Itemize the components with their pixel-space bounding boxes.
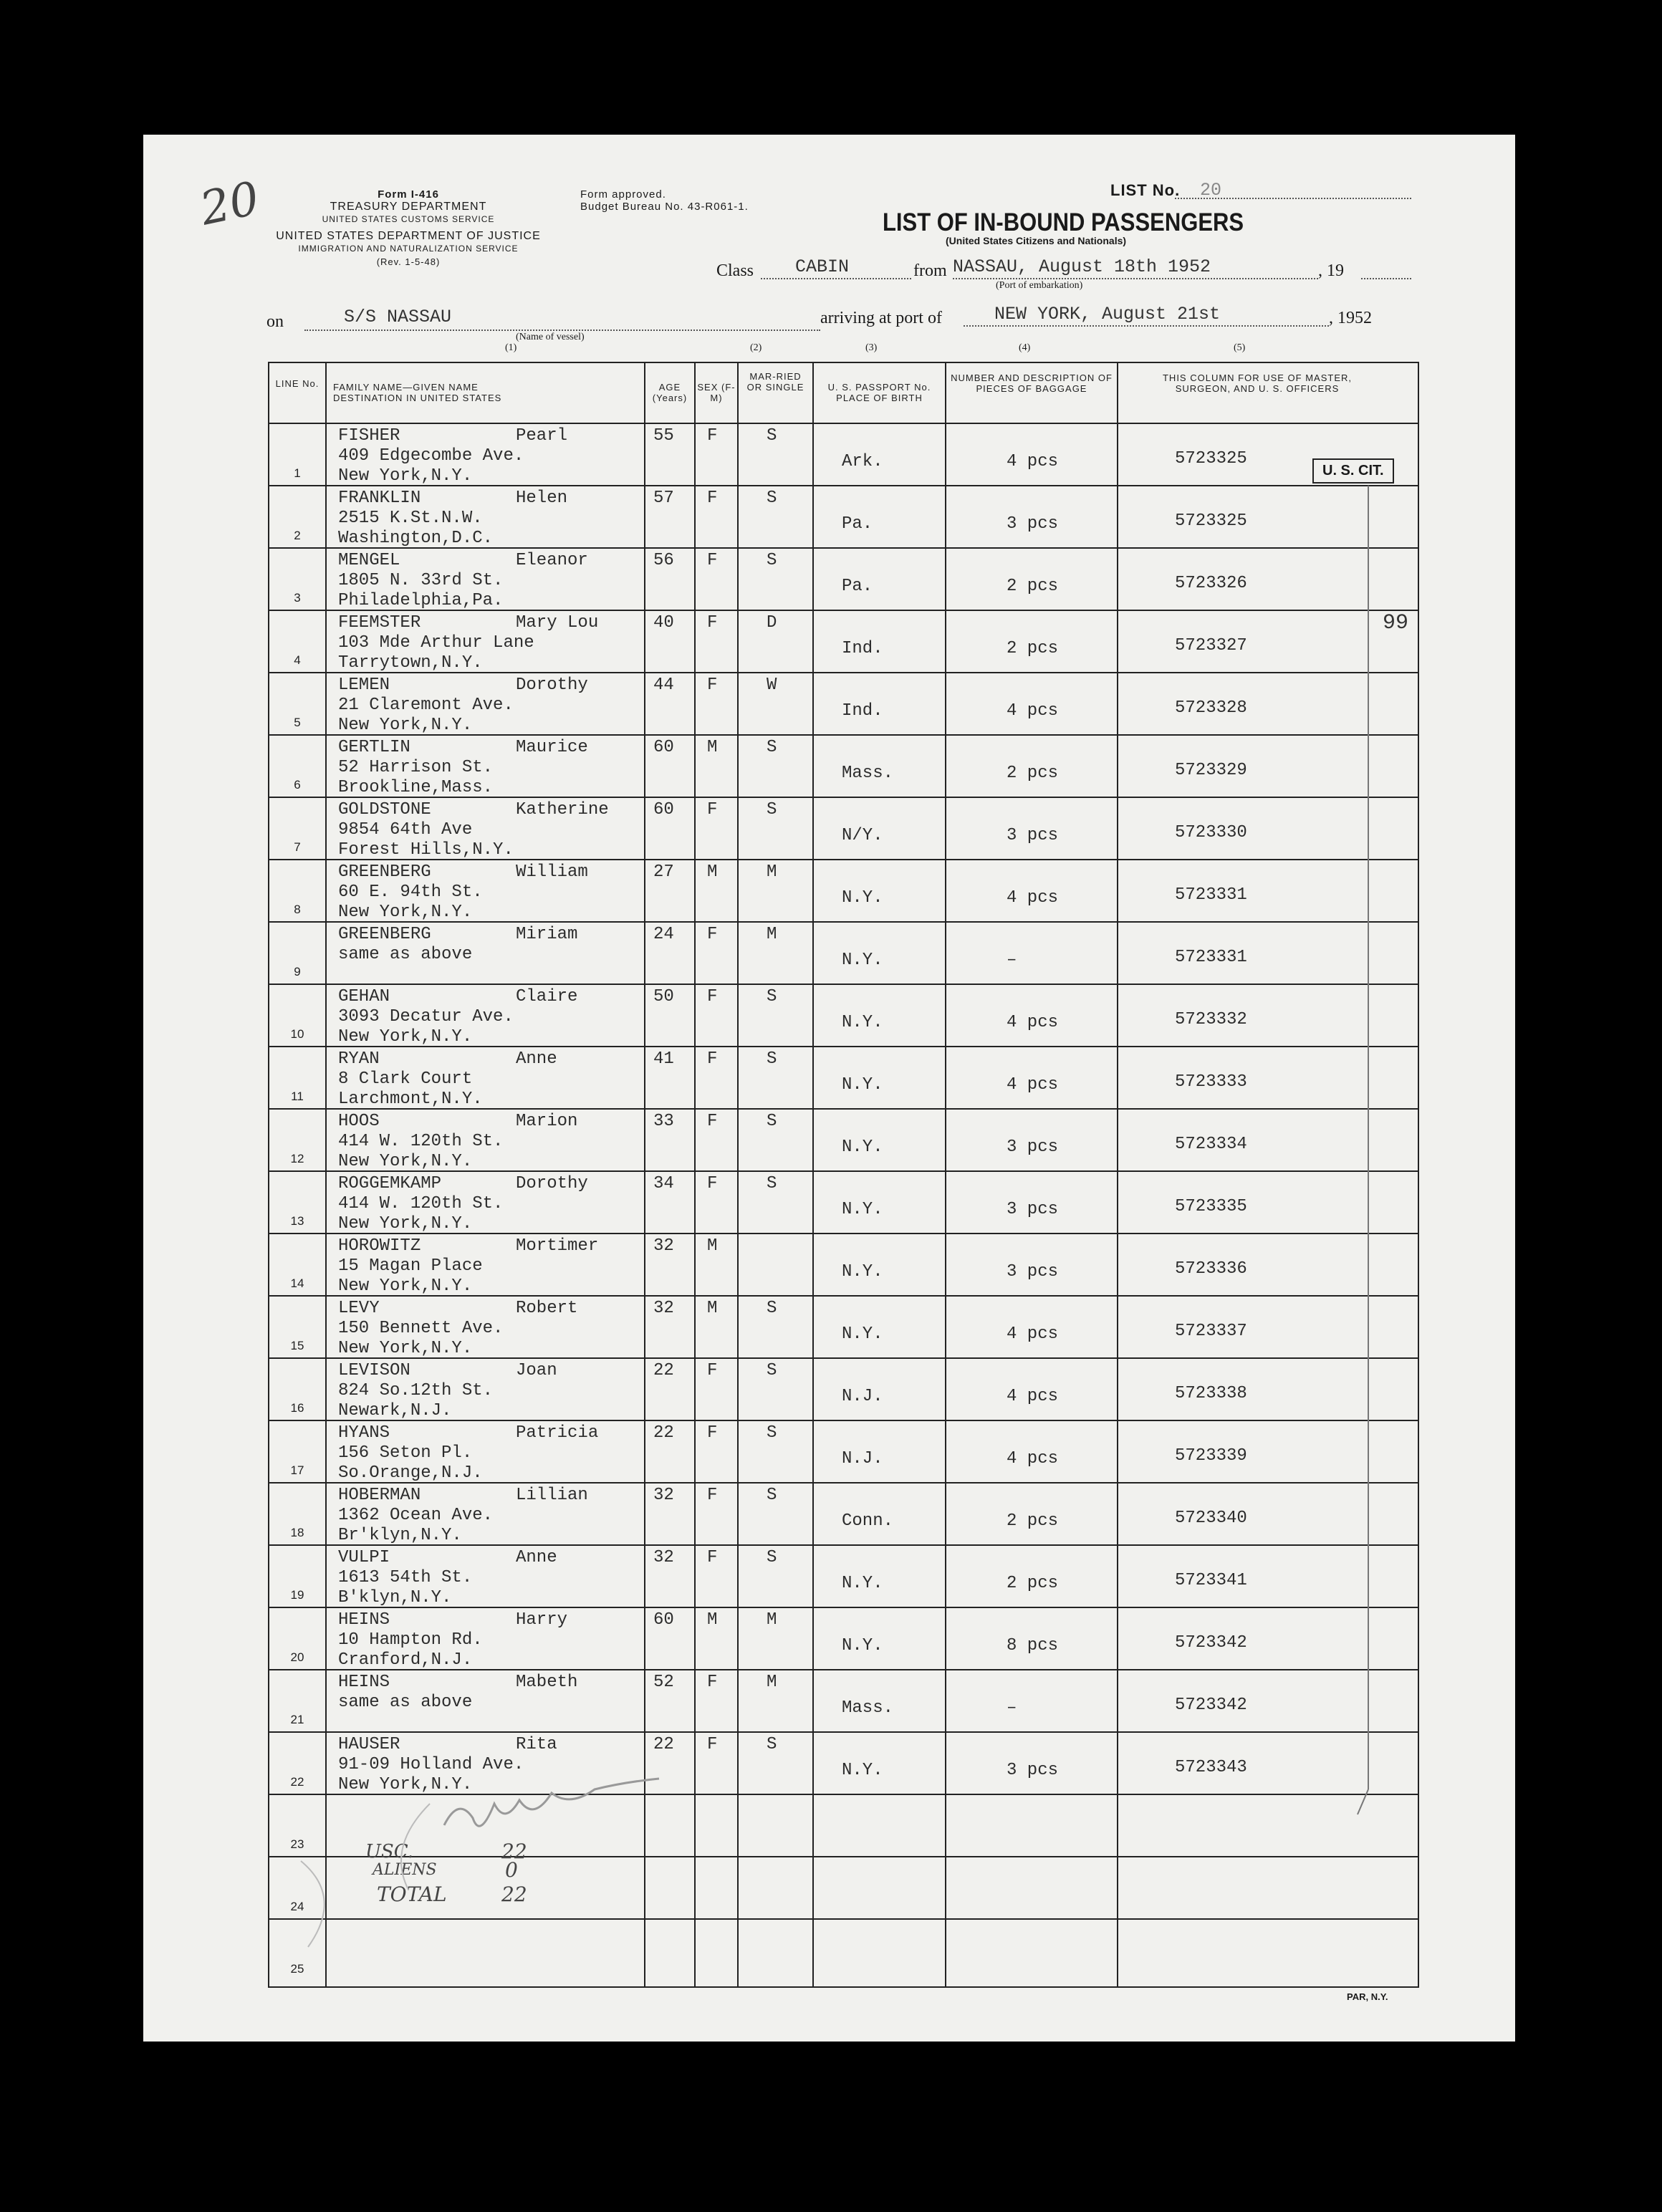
passenger-city: New York,N.Y. xyxy=(338,1276,473,1296)
line-number: 9 xyxy=(294,965,301,978)
passenger-baggage: 2 pcs xyxy=(1007,764,1059,783)
passenger-number: 5723342 xyxy=(1175,1633,1247,1653)
passenger-given-name: Mabeth xyxy=(516,1673,578,1692)
passenger-number: 5723336 xyxy=(1175,1259,1247,1279)
passenger-given-name: Pearl xyxy=(516,426,568,446)
passenger-age: 32 xyxy=(653,1236,674,1256)
passenger-baggage: 4 pcs xyxy=(1007,1075,1059,1095)
passenger-age: 32 xyxy=(653,1548,674,1567)
passenger-baggage: 3 pcs xyxy=(1007,826,1059,845)
passenger-sex: F xyxy=(707,1361,718,1380)
passenger-age: 41 xyxy=(653,1049,674,1069)
passenger-baggage: 4 pcs xyxy=(1007,1324,1059,1344)
passenger-given-name: Claire xyxy=(516,987,578,1006)
passenger-baggage: 3 pcs xyxy=(1007,1262,1059,1281)
passenger-sex: F xyxy=(707,1486,718,1505)
passenger-city: Washington,D.C. xyxy=(338,529,494,548)
passenger-status: S xyxy=(767,1112,777,1131)
passenger-number: 5723334 xyxy=(1175,1135,1247,1154)
passenger-status: S xyxy=(767,1361,777,1380)
passenger-given-name: Robert xyxy=(516,1299,578,1318)
passenger-birthplace: Mass. xyxy=(842,764,894,783)
total-count: 22 xyxy=(501,1882,527,1906)
passenger-birthplace: N.Y. xyxy=(842,1574,883,1593)
form-revision: (Rev. 1-5-48) xyxy=(376,256,441,267)
passenger-surname: GREENBERG xyxy=(338,862,431,882)
passenger-baggage: 4 pcs xyxy=(1007,888,1059,908)
passenger-address: same as above xyxy=(338,945,473,964)
passenger-birthplace: N.Y. xyxy=(842,1200,883,1219)
passenger-baggage: 2 pcs xyxy=(1007,1511,1059,1531)
passenger-number: 5723338 xyxy=(1175,1384,1247,1403)
passenger-number: 5723337 xyxy=(1175,1322,1247,1341)
col-header-sex: SEX (F-M) xyxy=(697,382,736,403)
passenger-age: 22 xyxy=(653,1735,674,1754)
passenger-given-name: William xyxy=(516,862,588,882)
passenger-address: 3093 Decatur Ave. xyxy=(338,1007,514,1026)
line-number: 19 xyxy=(290,1588,304,1602)
form-approved: Form approved. xyxy=(580,188,666,201)
passenger-address: 9854 64th Ave xyxy=(338,820,473,840)
passenger-surname: HOOS xyxy=(338,1112,380,1131)
passenger-surname: LEVY xyxy=(338,1299,380,1318)
passenger-birthplace: Ark. xyxy=(842,452,883,471)
passenger-surname: HOBERMAN xyxy=(338,1486,421,1505)
passenger-city: Philadelphia,Pa. xyxy=(338,591,504,610)
line-number: 18 xyxy=(290,1526,304,1539)
passenger-age: 22 xyxy=(653,1361,674,1380)
passenger-given-name: Katherine xyxy=(516,800,609,819)
col-header-line: LINE No. xyxy=(275,378,320,389)
list-no-label: LIST No. xyxy=(1110,181,1181,199)
from-label: from xyxy=(913,261,947,280)
passenger-number: 5723329 xyxy=(1175,761,1247,780)
passenger-baggage: 3 pcs xyxy=(1007,514,1059,534)
col-header-name: FAMILY NAME—GIVEN NAME DESTINATION IN UNITED STATES xyxy=(333,382,502,403)
class-label: Class xyxy=(716,261,754,280)
passenger-age: 57 xyxy=(653,489,674,508)
passenger-status: W xyxy=(767,675,777,695)
passenger-city: Tarrytown,N.Y. xyxy=(338,653,483,673)
passenger-status: S xyxy=(767,738,777,757)
passenger-address: 103 Mde Arthur Lane xyxy=(338,633,534,653)
passenger-baggage: 2 pcs xyxy=(1007,577,1059,596)
passenger-status: M xyxy=(767,925,777,944)
customs-service: UNITED STATES CUSTOMS SERVICE xyxy=(322,214,495,224)
passenger-birthplace: N/Y. xyxy=(842,826,883,845)
passenger-number: 5723339 xyxy=(1175,1446,1247,1466)
passenger-status: S xyxy=(767,1486,777,1505)
passenger-age: 27 xyxy=(653,862,674,882)
passenger-number: 5723341 xyxy=(1175,1571,1247,1590)
passenger-birthplace: N.Y. xyxy=(842,1262,883,1281)
margin-number: 20 xyxy=(196,172,264,236)
passenger-age: 55 xyxy=(653,426,674,446)
line-number: 3 xyxy=(294,591,301,605)
list-no-value: 20 xyxy=(1200,180,1222,201)
passenger-address: 414 W. 120th St. xyxy=(338,1194,504,1213)
line-number: 4 xyxy=(294,653,301,667)
line-number: 8 xyxy=(294,903,301,916)
passenger-age: 34 xyxy=(653,1174,674,1193)
passenger-address: 156 Seton Pl. xyxy=(338,1443,473,1463)
passenger-status: S xyxy=(767,1548,777,1567)
passenger-age: 40 xyxy=(653,613,674,633)
passenger-sex: M xyxy=(707,738,718,757)
col-number: (1) xyxy=(505,342,517,353)
passenger-given-name: Anne xyxy=(516,1548,557,1567)
passenger-sex: F xyxy=(707,1423,718,1443)
col-number: (5) xyxy=(1234,342,1246,353)
line-number: 24 xyxy=(290,1900,304,1913)
passenger-sex: F xyxy=(707,1174,718,1193)
passenger-age: 32 xyxy=(653,1299,674,1318)
passenger-baggage: 3 pcs xyxy=(1007,1761,1059,1780)
passenger-address: 824 So.12th St. xyxy=(338,1381,494,1400)
passenger-given-name: Eleanor xyxy=(516,551,588,570)
passenger-address: 1362 Ocean Ave. xyxy=(338,1506,494,1525)
side-number: 99 xyxy=(1383,611,1409,635)
passenger-age: 32 xyxy=(653,1486,674,1505)
passenger-city: Cranford,N.J. xyxy=(338,1650,473,1670)
passenger-sex: M xyxy=(707,1610,718,1630)
passenger-surname: FEEMSTER xyxy=(338,613,421,633)
passenger-age: 60 xyxy=(653,800,674,819)
budget-bureau: Budget Bureau No. 43-R061-1. xyxy=(580,201,749,213)
passenger-address: 414 W. 120th St. xyxy=(338,1132,504,1151)
passenger-surname: HOROWITZ xyxy=(338,1236,421,1256)
line-number: 22 xyxy=(290,1775,304,1789)
passenger-address: 91-09 Holland Ave. xyxy=(338,1755,524,1774)
passenger-surname: FRANKLIN xyxy=(338,489,421,508)
line-number: 21 xyxy=(290,1713,304,1726)
passenger-age: 33 xyxy=(653,1112,674,1131)
passenger-given-name: Mary Lou xyxy=(516,613,599,633)
passenger-address: 60 E. 94th St. xyxy=(338,883,483,902)
passenger-birthplace: N.Y. xyxy=(842,888,883,908)
col-header-age: AGE (Years) xyxy=(652,382,688,403)
vessel-caption: (Name of vessel) xyxy=(516,332,585,342)
col-header-officers: THIS COLUMN FOR USE OF MASTER, SURGEON, AND U. S. OFFICERS xyxy=(1162,372,1352,394)
passenger-status: S xyxy=(767,1735,777,1754)
line-number: 12 xyxy=(290,1152,304,1165)
passenger-age: 24 xyxy=(653,925,674,944)
line-number: 14 xyxy=(290,1276,304,1290)
passenger-surname: HEINS xyxy=(338,1610,390,1630)
passenger-age: 44 xyxy=(653,675,674,695)
passenger-birthplace: N.Y. xyxy=(842,1761,883,1780)
line-number: 16 xyxy=(290,1401,304,1415)
form-title: LIST OF IN-BOUND PASSENGERS xyxy=(883,208,1244,237)
passenger-number: 5723343 xyxy=(1175,1758,1247,1777)
passenger-surname: VULPI xyxy=(338,1548,390,1567)
passenger-status: M xyxy=(767,862,777,882)
passenger-city: New York,N.Y. xyxy=(338,903,473,922)
form-number: Form I-416 xyxy=(378,188,439,201)
passenger-number: 5723326 xyxy=(1175,574,1247,593)
passenger-status: S xyxy=(767,489,777,508)
passenger-city: Newark,N.J. xyxy=(338,1401,452,1420)
vessel-value: S/S NASSAU xyxy=(344,307,452,327)
line-number: 25 xyxy=(290,1962,304,1976)
passenger-status: S xyxy=(767,800,777,819)
passenger-birthplace: Conn. xyxy=(842,1511,894,1531)
passenger-baggage: 4 pcs xyxy=(1007,452,1059,471)
passenger-age: 56 xyxy=(653,551,674,570)
passenger-city: New York,N.Y. xyxy=(338,1152,473,1171)
passenger-number: 5723327 xyxy=(1175,636,1247,655)
treasury-dept: TREASURY DEPARTMENT xyxy=(330,201,487,213)
passenger-given-name: Mortimer xyxy=(516,1236,599,1256)
passenger-status: D xyxy=(767,613,777,633)
line-number: 11 xyxy=(291,1090,304,1103)
line-number: 20 xyxy=(290,1650,304,1664)
passenger-sex: F xyxy=(707,1049,718,1069)
col-header-married: MAR-RIED OR SINGLE xyxy=(746,371,804,393)
passenger-given-name: Marion xyxy=(516,1112,578,1131)
usc-count: 22 xyxy=(501,1840,527,1863)
passenger-city: New York,N.Y. xyxy=(338,466,473,486)
passenger-status: S xyxy=(767,551,777,570)
passenger-given-name: Joan xyxy=(516,1361,557,1380)
ins-service: IMMIGRATION AND NATURALIZATION SERVICE xyxy=(298,244,519,254)
passenger-address: 1805 N. 33rd St. xyxy=(338,571,504,590)
passenger-city: Larchmont,N.Y. xyxy=(338,1090,483,1109)
passenger-surname: GREENBERG xyxy=(338,925,431,944)
from-year: , 19 xyxy=(1318,261,1344,280)
col-header-baggage: NUMBER AND DESCRIPTION OF PIECES OF BAGGAGE xyxy=(951,372,1113,394)
form-subtitle: (United States Citizens and Nationals) xyxy=(946,235,1127,246)
passenger-address: 8 Clark Court xyxy=(338,1069,473,1089)
passenger-address: 409 Edgecombe Ave. xyxy=(338,446,524,466)
passenger-surname: MENGEL xyxy=(338,551,400,570)
passenger-number: 5723330 xyxy=(1175,823,1247,842)
passenger-status: S xyxy=(767,1174,777,1193)
passenger-birthplace: Pa. xyxy=(842,577,873,596)
justice-dept: UNITED STATES DEPARTMENT OF JUSTICE xyxy=(276,230,541,242)
passenger-city: So.Orange,N.J. xyxy=(338,1463,483,1483)
passenger-birthplace: N.J. xyxy=(842,1387,883,1406)
aliens-count: 0 xyxy=(505,1858,518,1882)
passenger-birthplace: N.Y. xyxy=(842,1636,883,1655)
passenger-address: same as above xyxy=(338,1693,473,1712)
passenger-address: 150 Bennett Ave. xyxy=(338,1319,504,1338)
col-number: (4) xyxy=(1019,342,1031,353)
passenger-surname: ROGGEMKAMP xyxy=(338,1174,442,1193)
passenger-number: 5723335 xyxy=(1175,1197,1247,1216)
passenger-address: 2515 K.St.N.W. xyxy=(338,509,483,528)
passenger-number: 5723325 xyxy=(1175,511,1247,531)
passenger-number: 5723331 xyxy=(1175,885,1247,905)
passenger-surname: LEMEN xyxy=(338,675,390,695)
passenger-address: 21 Claremont Ave. xyxy=(338,696,514,715)
passenger-sex: F xyxy=(707,1673,718,1692)
passenger-baggage: 4 pcs xyxy=(1007,1449,1059,1468)
passenger-birthplace: N.Y. xyxy=(842,1138,883,1157)
passenger-address: 52 Harrison St. xyxy=(338,758,494,777)
port-embark-caption: (Port of embarkation) xyxy=(996,280,1083,291)
passenger-sex: F xyxy=(707,925,718,944)
passenger-number: 5723340 xyxy=(1175,1509,1247,1528)
passenger-number: 5723331 xyxy=(1175,948,1247,967)
passenger-given-name: Harry xyxy=(516,1610,568,1630)
aliens-label: ALIENS xyxy=(373,1861,437,1879)
passenger-given-name: Dorothy xyxy=(516,675,588,695)
passenger-baggage: 2 pcs xyxy=(1007,1574,1059,1593)
passenger-city: B'klyn,N.Y. xyxy=(338,1588,452,1607)
passenger-given-name: Dorothy xyxy=(516,1174,588,1193)
passenger-birthplace: N.Y. xyxy=(842,951,883,970)
passenger-city: New York,N.Y. xyxy=(338,1775,473,1794)
col-header-passport: U. S. PASSPORT No. PLACE OF BIRTH xyxy=(827,382,931,403)
passenger-given-name: Anne xyxy=(516,1049,557,1069)
passenger-birthplace: N.J. xyxy=(842,1449,883,1468)
passenger-baggage: 4 pcs xyxy=(1007,701,1059,721)
passenger-status: M xyxy=(767,1673,777,1692)
signature xyxy=(143,135,1515,2042)
passenger-city: New York,N.Y. xyxy=(338,1027,473,1047)
passenger-sex: F xyxy=(707,1112,718,1131)
passenger-address: 1613 54th St. xyxy=(338,1568,473,1587)
passenger-sex: F xyxy=(707,426,718,446)
line-number: 2 xyxy=(294,529,301,542)
passenger-sex: F xyxy=(707,800,718,819)
passenger-sex: F xyxy=(707,489,718,508)
passenger-surname: GEHAN xyxy=(338,987,390,1006)
passenger-birthplace: N.Y. xyxy=(842,1324,883,1344)
passenger-number: 5723328 xyxy=(1175,698,1247,718)
arriving-value: NEW YORK, August 21st xyxy=(994,304,1221,324)
passenger-sex: F xyxy=(707,675,718,695)
passenger-baggage: 3 pcs xyxy=(1007,1138,1059,1157)
line-number: 5 xyxy=(294,716,301,729)
line-number: 23 xyxy=(290,1837,304,1851)
passenger-status: S xyxy=(767,426,777,446)
passenger-number: 5723332 xyxy=(1175,1010,1247,1029)
passenger-given-name: Maurice xyxy=(516,738,588,757)
passenger-surname: HEINS xyxy=(338,1673,390,1692)
passenger-sex: F xyxy=(707,987,718,1006)
passenger-given-name: Rita xyxy=(516,1735,557,1754)
passenger-surname: RYAN xyxy=(338,1049,380,1069)
line-number: 1 xyxy=(294,466,301,480)
col-number: (2) xyxy=(750,342,762,353)
passenger-surname: FISHER xyxy=(338,426,400,446)
col-number: (3) xyxy=(865,342,878,353)
line-number: 6 xyxy=(294,778,301,792)
class-value: CABIN xyxy=(795,256,850,277)
passenger-age: 22 xyxy=(653,1423,674,1443)
passenger-city: Br'klyn,N.Y. xyxy=(338,1526,462,1545)
passenger-age: 60 xyxy=(653,738,674,757)
passenger-address: 15 Magan Place xyxy=(338,1256,483,1276)
passenger-birthplace: N.Y. xyxy=(842,1013,883,1032)
arriving-label: arriving at port of xyxy=(820,309,942,327)
passenger-birthplace: Ind. xyxy=(842,639,883,658)
passenger-age: 50 xyxy=(653,987,674,1006)
passenger-baggage: – xyxy=(1007,951,1017,970)
us-citizen-stamp: U. S. CIT. xyxy=(1312,458,1394,484)
passenger-number: 5723342 xyxy=(1175,1696,1247,1715)
passenger-birthplace: Ind. xyxy=(842,701,883,721)
passenger-baggage: 4 pcs xyxy=(1007,1013,1059,1032)
passenger-city: New York,N.Y. xyxy=(338,716,473,735)
passenger-sex: M xyxy=(707,1236,718,1256)
passenger-birthplace: Pa. xyxy=(842,514,873,534)
passenger-sex: F xyxy=(707,613,718,633)
passenger-sex: F xyxy=(707,1735,718,1754)
passenger-baggage: 3 pcs xyxy=(1007,1200,1059,1219)
manifest-page xyxy=(143,135,1515,2042)
passenger-surname: GOLDSTONE xyxy=(338,800,431,819)
passenger-address: 10 Hampton Rd. xyxy=(338,1630,483,1650)
passenger-sex: M xyxy=(707,1299,718,1318)
passenger-sex: M xyxy=(707,862,718,882)
passenger-status: S xyxy=(767,987,777,1006)
passenger-age: 60 xyxy=(653,1610,674,1630)
on-label: on xyxy=(266,312,284,331)
passenger-baggage: 8 pcs xyxy=(1007,1636,1059,1655)
total-label: TOTAL xyxy=(377,1882,447,1906)
passenger-surname: LEVISON xyxy=(338,1361,410,1380)
passenger-surname: HAUSER xyxy=(338,1735,400,1754)
passenger-surname: GERTLIN xyxy=(338,738,410,757)
passenger-baggage: 4 pcs xyxy=(1007,1387,1059,1406)
passenger-birthplace: N.Y. xyxy=(842,1075,883,1095)
passenger-sex: F xyxy=(707,1548,718,1567)
passenger-given-name: Miriam xyxy=(516,925,578,944)
passenger-status: S xyxy=(767,1049,777,1069)
passenger-given-name: Patricia xyxy=(516,1423,599,1443)
usc-label: USC. xyxy=(365,1841,413,1862)
passenger-city: Brookline,Mass. xyxy=(338,778,494,797)
arriving-year: , 1952 xyxy=(1329,309,1372,327)
passenger-status: S xyxy=(767,1299,777,1318)
passenger-given-name: Helen xyxy=(516,489,568,508)
passenger-birthplace: Mass. xyxy=(842,1698,894,1718)
passenger-baggage: 2 pcs xyxy=(1007,639,1059,658)
passenger-age: 52 xyxy=(653,1673,674,1692)
passenger-number: 5723333 xyxy=(1175,1072,1247,1092)
printer-mark: PAR, N.Y. xyxy=(1347,1991,1388,2002)
line-number: 17 xyxy=(290,1463,304,1477)
passenger-city: New York,N.Y. xyxy=(338,1214,473,1234)
passenger-sex: F xyxy=(707,551,718,570)
line-number: 15 xyxy=(290,1339,304,1352)
line-number: 13 xyxy=(290,1214,304,1228)
line-number: 7 xyxy=(294,840,301,854)
line-number: 10 xyxy=(290,1027,304,1041)
passenger-given-name: Lillian xyxy=(516,1486,588,1505)
from-value: NASSAU, August 18th 1952 xyxy=(953,256,1211,277)
passenger-city: New York,N.Y. xyxy=(338,1339,473,1358)
passenger-baggage: – xyxy=(1007,1698,1017,1718)
passenger-number: 5723325 xyxy=(1175,449,1247,468)
passenger-surname: HYANS xyxy=(338,1423,390,1443)
passenger-status: M xyxy=(767,1610,777,1630)
passenger-city: Forest Hills,N.Y. xyxy=(338,840,514,860)
passenger-status: S xyxy=(767,1423,777,1443)
